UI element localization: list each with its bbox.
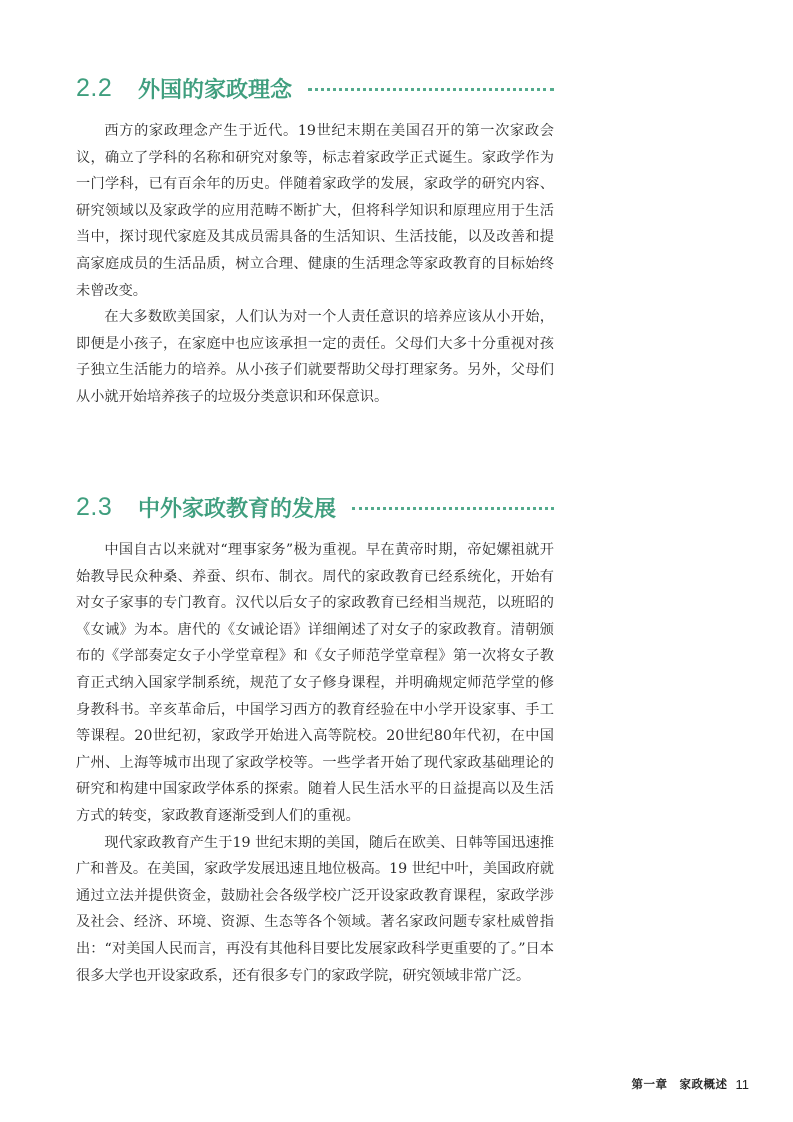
section-title: 中外家政教育的发展 (138, 496, 337, 522)
dotted-rule (308, 88, 554, 91)
page-footer (632, 1076, 750, 1092)
chapter-label: 第一章 家政概述 (631, 1077, 728, 1091)
section-heading (76, 487, 554, 527)
section-title: 外国的家政理念 (138, 77, 293, 103)
section-body (76, 537, 554, 989)
section-2-2 (76, 68, 554, 411)
section-2-3 (76, 487, 554, 989)
section-number: 2.2 (76, 73, 113, 102)
section-body (76, 118, 554, 411)
page-number: 11 (735, 1076, 749, 1092)
paragraph: 中国自古以来就对“理事家务”极为重视。早在黄帝时期，帝妃嫘祖就开始教导民众种桑、养蚕、织布、制衣。周代的家政教育已经系统化，开始有对女子家事的专门教育。汉代以后女子的家政教育已经相当规范，以班昭的《女诫》为本。唐代的《女诫论语》详细阐述了对女子的家政教育。清朝颁布的《学部奏定女子小学堂章程》和《女子师范学堂章程》第一次将女子教育正式纳入国家学制系统，规范了女子修身课程，并明确规定师范学堂的修身教科书。辛亥革命后，中国学习西方的教育经验在中小学开设家事、手工等课程。20世纪初，家政学开始进入高等院校。20世纪80年代初，在中国广州、上海等城市出现了家政学校等。一些学者开始了现代家政基础理论的研究和构建中国家政学体系的探索。随着人民生活水平的日益提高以及生活方式的转变，家政教育逐渐受到人们的重视。 (76, 542, 554, 824)
paragraph: 在大多数欧美国家，人们认为对一个人责任意识的培养应该从小开始，即便是小孩子，在家庭中也应该承担一定的责任。父母们大多十分重视对孩子独立生活能力的培养。从小孩子们就要帮助父母打理家务。另外，父母们从小就开始培养孩子的垃圾分类意识和环保意识。 (76, 309, 554, 405)
paragraph: 西方的家政理念产生于近代。19世纪末期在美国召开的第一次家政会议，确立了学科的名称和研究对象等，标志着家政学正式诞生。家政学作为一门学科，已有百余年的历史。伴随着家政学的发展，家政学的研究内容、研究领域以及家政学的应用范畴不断扩大，但将科学知识和原理应用于生活当中，探讨现代家庭及其成员需具备的生活知识、生活技能，以及改善和提高家庭成员的生活品质，树立合理、健康的生活理念等家政教育的目标始终未曾改变。 (76, 123, 554, 299)
paragraph: 现代家政教育产生于19 世纪末期的美国，随后在欧美、日韩等国迅速推广和普及。在美国，家政学发展迅速且地位极高。19 世纪中叶，美国政府就通过立法并提供资金，鼓励社会各级学校广泛开设家政教育课程，家政学涉及社会、经济、环境、资源、生态等各个领域。著名家政问题专家杜威曾指出：“对美国人民而言，再没有其他科目要比发展家政科学更重要的了。”日本很多大学也开设家政系，还有很多专门的家政学院，研究领域非常广泛。 (76, 834, 554, 984)
section-number: 2.3 (76, 492, 113, 521)
section-heading (76, 68, 554, 108)
dotted-rule (352, 507, 554, 510)
